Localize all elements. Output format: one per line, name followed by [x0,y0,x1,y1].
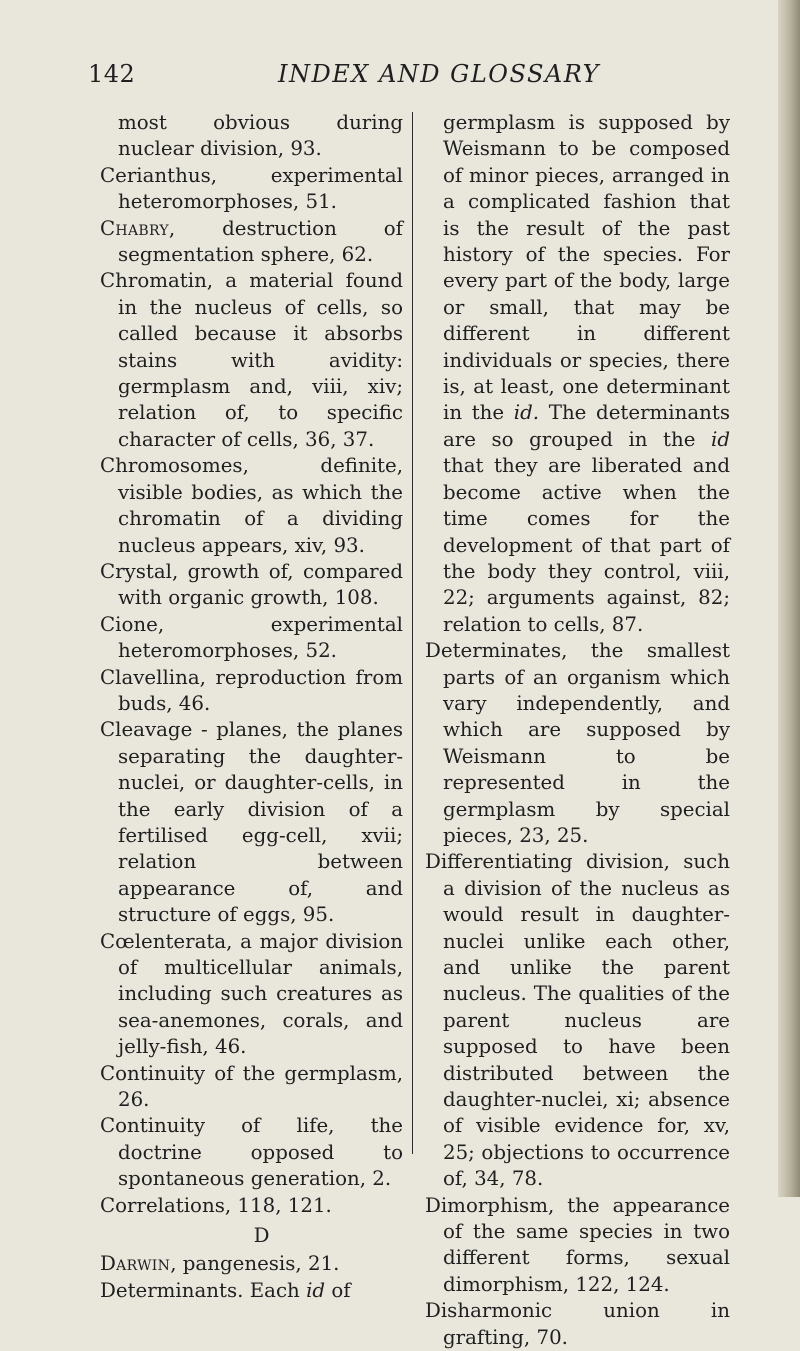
index-entry-correlations: Correlations, 118, 121. [100,1193,332,1217]
running-title: INDEX AND GLOSSARY [278,60,600,88]
index-entry-continuity-life: Continuity of life, the doctrine opposed to spontaneous generation, 2. [100,1114,403,1191]
index-entry-cleavage-planes: Cleavage - planes, the planes separating the daughter-nuclei, or daughter-cells, in the early division of a fertilised egg-cell, xvii; relation between appearance of, and structure of eggs, 95. [100,718,403,927]
index-entry-determinants: Determinants. Each id of [100,1278,351,1302]
index-entry-crystal: Crystal, growth of, compared with organic growth, 108. [100,559,403,610]
right-column [425,110,730,1351]
index-entry-determinants-continued: germplasm is supposed by Weismann to be composed of minor pieces, arranged in a complicated fashion that is the result of the past history of the species. For every part of the body, large or small, that may be different in different individuals or species, there is, at least, one determinant in the id. The determinants are so grouped in the id that they are liberated and become active when the time comes for the development of that part of the body they control, viii, 22; arguments against, 82; relation to cells, 87. [443,111,730,636]
index-entry-determinates: Determinates, the smallest parts of an organism which vary independently, and which are supposed by Weismann to be represented in the germplasm by special pieces, 23, 25. [425,639,730,847]
index-entry-cione: Cione, experimental heteromorphoses, 52. [100,612,403,663]
index-entry-disharmonic-union: Disharmonic union in grafting, 70. [425,1299,730,1349]
page-edge-shadow [778,0,800,1197]
index-entry-darwin: Darwin, pangenesis, 21. [100,1252,340,1276]
index-entry-continuity-germplasm: Continuity of the germplasm, 26. [100,1061,403,1112]
index-entry-dimorphism: Dimorphism, the appearance of the same species in two different forms, sexual dimorphism, 122, 124. [425,1193,730,1296]
index-entry-cerianthus: Cerianthus, experimental heteromorphoses, 51. [100,163,403,214]
left-column [100,110,403,1304]
running-head [88,60,758,100]
index-entry-continuation: most obvious during nuclear division, 93. [118,111,403,161]
index-entry-chabry: Chabry, destruction of segmentation sphere, 62. [100,216,403,267]
column-divider [412,112,413,1154]
index-entry-coelenterata: Cœlenterata, a major division of multicellular animals, including such creatures as sea-anemones, corals, and jelly-fish, 46. [100,929,403,1059]
index-entry-chromatin: Chromatin, a material found in the nucleus of cells, so called because it absorbs stains with avidity: germplasm and, viii, xiv; relation of, to specific character of cells, 36, 37. [100,269,403,451]
author-name: Darwin [100,1252,171,1276]
author-name: Chabry [100,216,169,240]
section-letter-heading: D [253,1224,270,1248]
page-number: 142 [88,60,136,88]
index-entry-differentiating-division: Differentiating division, such a division of the nucleus as would result in daughter-nuclei unlike each other, and unlike the parent nucleus. The qualities of the parent nucleus are supposed to have been distributed between the daughter-nuclei, xi; absence of visible evidence for, xv, 25; objections to occurrence of, 34, 78. [425,850,730,1191]
index-entry-clavellina: Clavellina, reproduction from buds, 46. [100,665,403,715]
index-entry-chromosomes: Chromosomes, definite, visible bodies, as which the chromatin of a dividing nucleus appears, xiv, 93. [100,454,403,557]
